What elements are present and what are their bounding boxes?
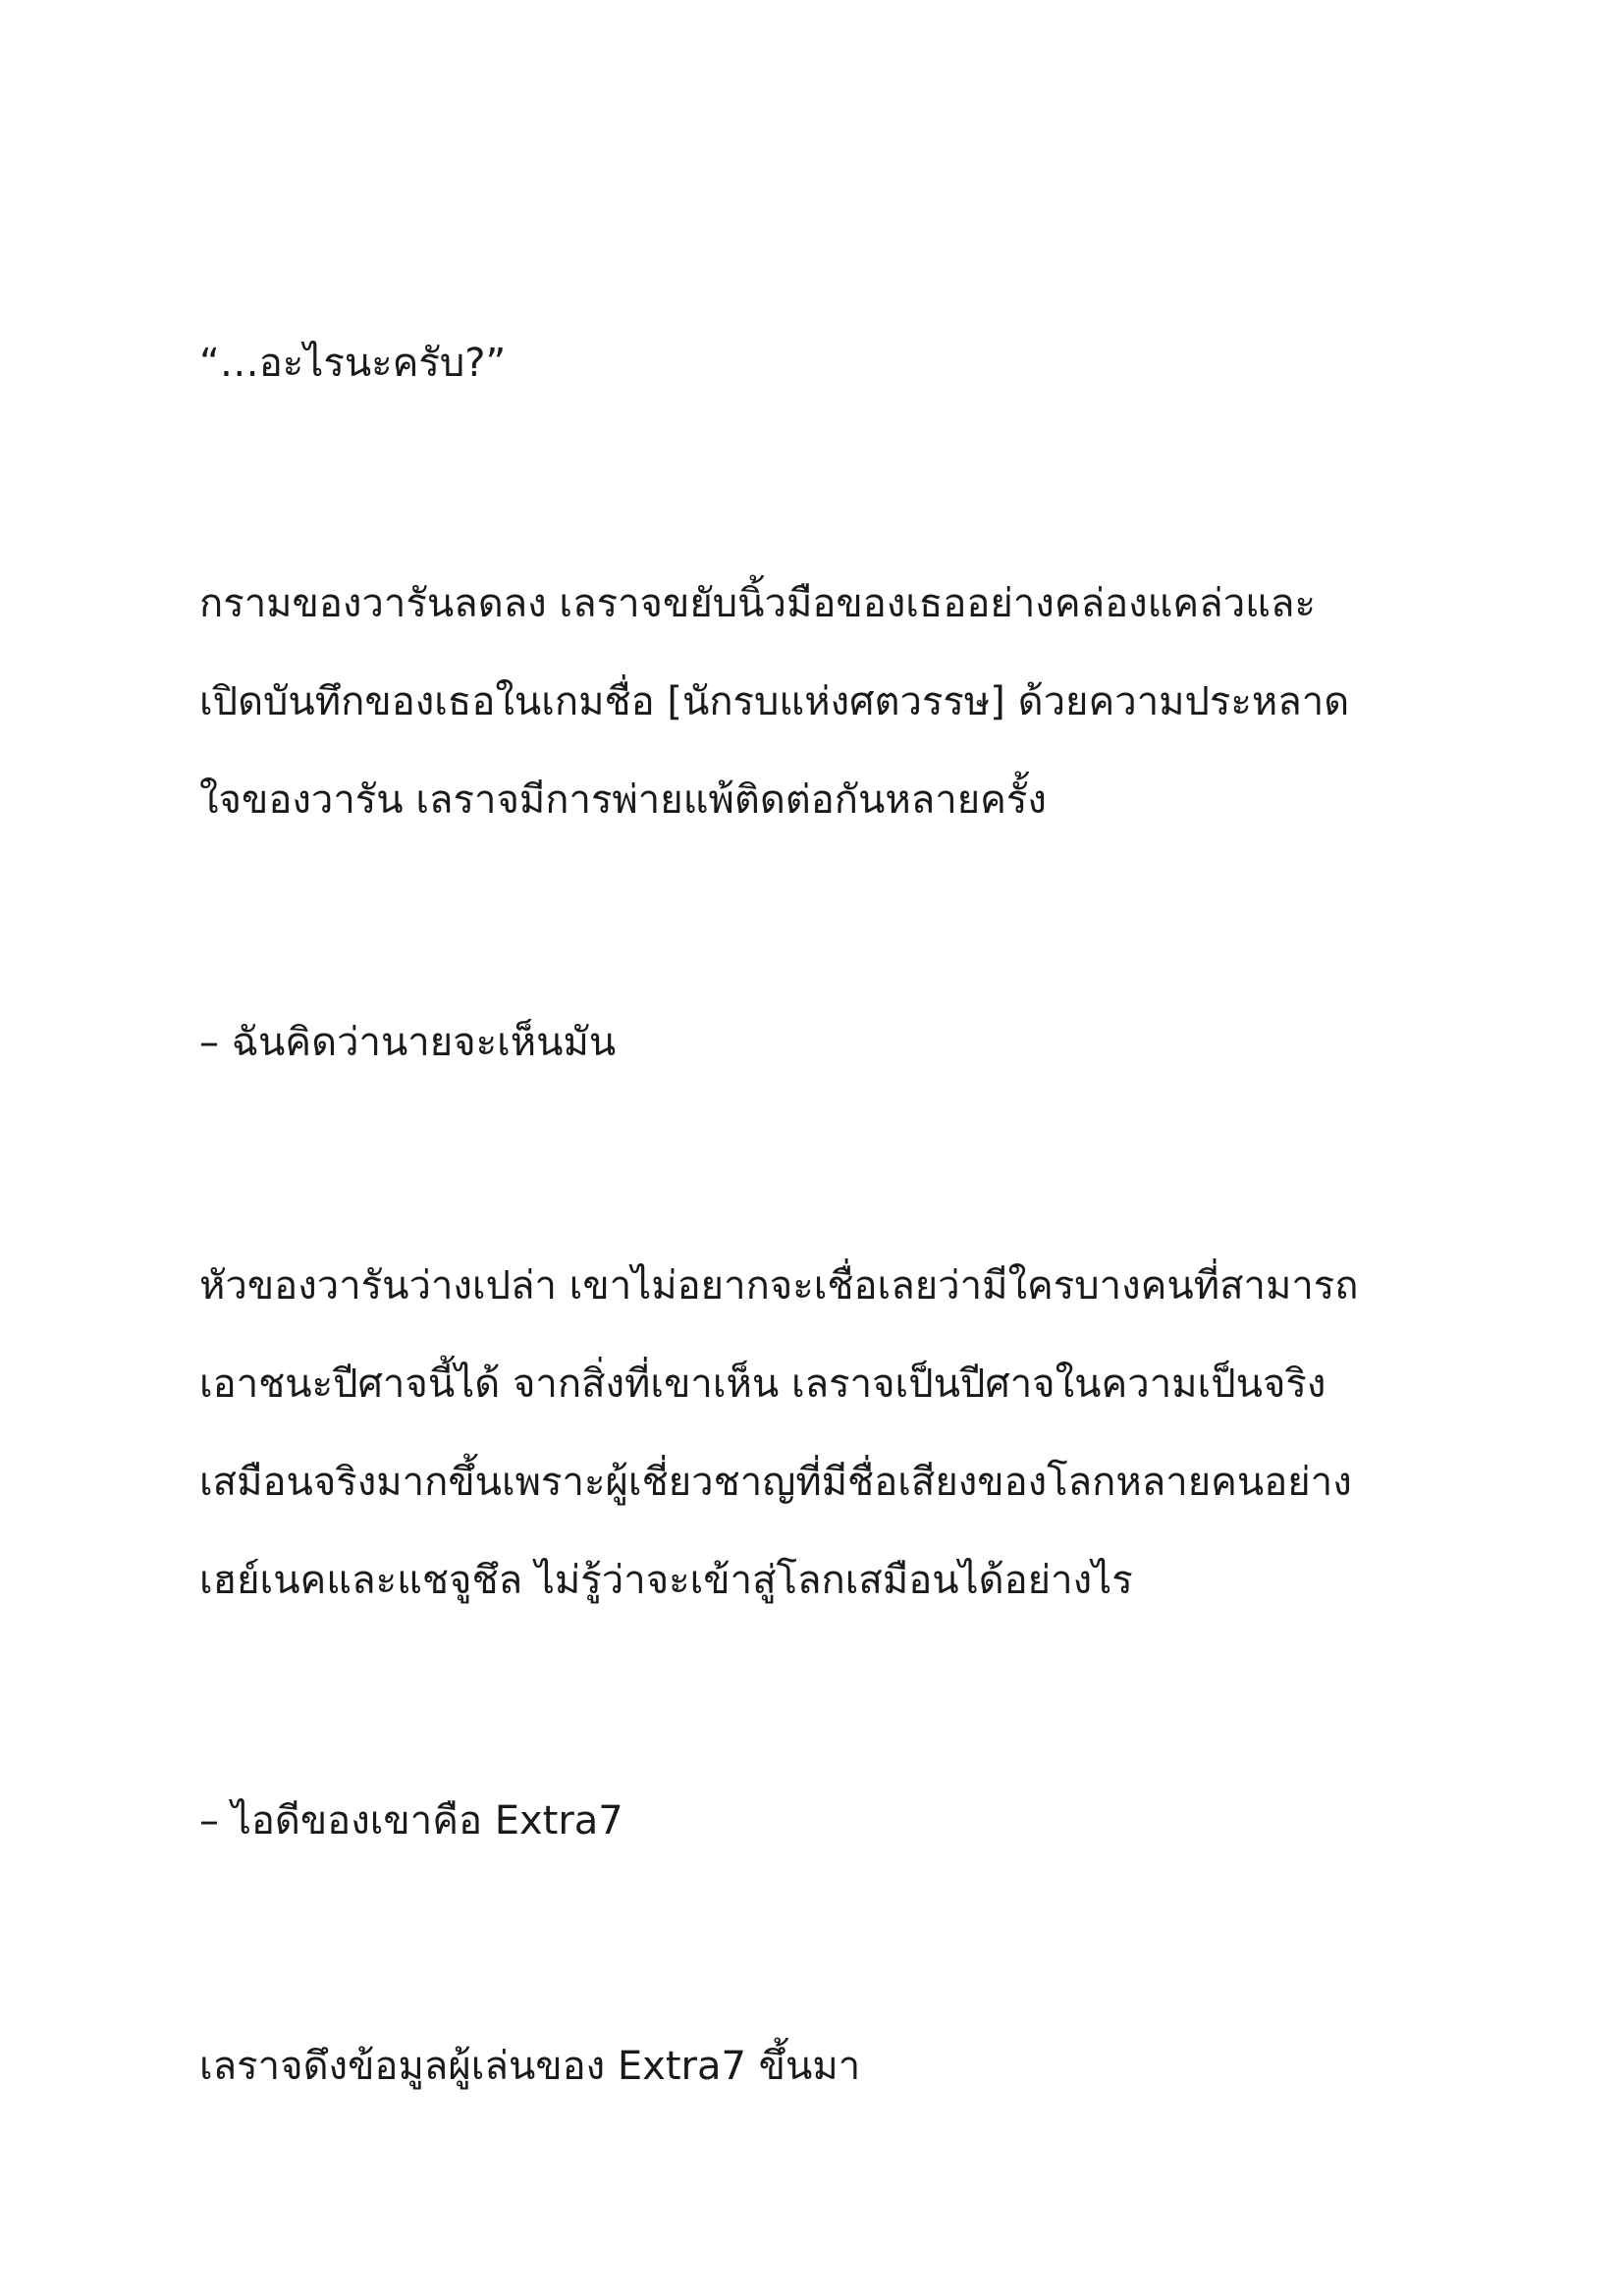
text-line: เอาชนะปีศาจนี้ได้ จากสิ่งที่เขาเห็น เลราจเป็นปีศาจในความเป็นจริง bbox=[199, 1362, 1326, 1407]
text-line: – ฉันคิดว่านายจะเห็นมัน bbox=[199, 1020, 617, 1065]
narration-paragraph bbox=[199, 1237, 1456, 1629]
text-line: หัวของวารันว่างเปล่า เขาไม่อยากจะเชื่อเลยว่ามีใครบางคนที่สามารถ bbox=[199, 1263, 1359, 1308]
text-line: เปิดบันทึกของเธอในเกมชื่อ [นักรบแห่งศตวรรษ] ด้วยความประหลาด bbox=[199, 679, 1350, 724]
text-line: – ไอดีของเขาคือ Extra7 bbox=[199, 1798, 623, 1843]
text-line: เลราจดึงข้อมูลผู้เล่นของ Extra7 ขึ้นมา bbox=[199, 2044, 861, 2089]
dialogue-paragraph bbox=[199, 1772, 1456, 1870]
narration-paragraph bbox=[199, 555, 1456, 849]
dialogue-paragraph bbox=[199, 314, 1456, 412]
text-line: “…อะไรนะครับ?” bbox=[199, 341, 507, 386]
text-line: กรามของวารันลดลง เลราจขยับนิ้วมือของเธออย่างคล่องแคล่วและ bbox=[199, 581, 1316, 626]
narration-paragraph bbox=[199, 2017, 1456, 2115]
text-line: เสมือนจริงมากขึ้นเพราะผู้เชี่ยวชาญที่มีชื่อเสียงของโลกหลายคนอย่าง bbox=[199, 1460, 1352, 1505]
text-line: เฮย์เนคและแชจูชึล ไม่รู้ว่าจะเข้าสู่โลกเสมือนได้อย่างไร bbox=[199, 1558, 1133, 1603]
dialogue-paragraph bbox=[199, 993, 1456, 1092]
text-line: ใจของวารัน เลราจมีการพ่ายแพ้ติดต่อกันหลายครั้ง bbox=[199, 777, 1047, 823]
